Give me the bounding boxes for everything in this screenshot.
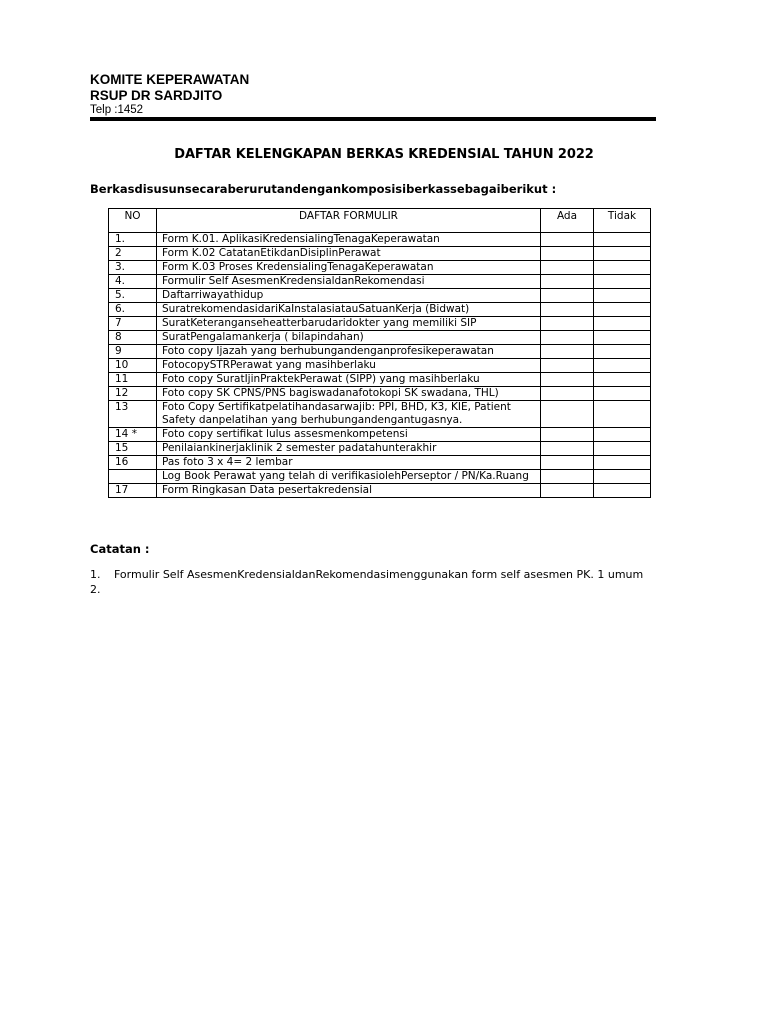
row-form-name: Pas foto 3 x 4= 2 lembar	[157, 456, 541, 470]
row-ada-cell[interactable]	[541, 470, 594, 484]
row-number: 6.	[109, 303, 157, 317]
note-number: 2.	[90, 583, 101, 596]
row-form-name: SuratPengalamankerja ( bilapindahan)	[157, 331, 541, 345]
row-form-name: Formulir Self AsesmenKredensialdanRekomendasi	[157, 275, 541, 289]
row-form-name: Foto copy Ijazah yang berhubungandenganprofesikeperawatan	[157, 345, 541, 359]
row-tidak-cell[interactable]	[594, 484, 651, 498]
row-form-name: Daftarriwayathidup	[157, 289, 541, 303]
row-tidak-cell[interactable]	[594, 261, 651, 275]
phone-number: Telp :1452	[90, 104, 144, 116]
row-tidak-cell[interactable]	[594, 456, 651, 470]
row-ada-cell[interactable]	[541, 233, 594, 247]
row-ada-cell[interactable]	[541, 331, 594, 345]
note-number: 1.	[90, 568, 101, 581]
row-tidak-cell[interactable]	[594, 303, 651, 317]
row-form-name: Form K.02 CatatanEtikdanDisiplinPerawat	[157, 247, 541, 261]
row-form-name: Foto copy SuratIjinPraktekPerawat (SIPP) yang masihberlaku	[157, 373, 541, 387]
notes-title: Catatan :	[90, 542, 150, 556]
row-tidak-cell[interactable]	[594, 233, 651, 247]
document-title: DAFTAR KELENGKAPAN BERKAS KREDENSIAL TAHUN 2022	[174, 147, 594, 162]
row-form-name: Foto copy sertifikat lulus assesmenkompetensi	[157, 428, 541, 442]
table-row	[109, 233, 651, 247]
row-number: 9	[109, 345, 157, 359]
header-form: DAFTAR FORMULIR	[157, 209, 541, 233]
row-number: 4.	[109, 275, 157, 289]
row-number: 12	[109, 387, 157, 401]
table-row	[109, 275, 651, 289]
row-form-name: Form Ringkasan Data pesertakredensial	[157, 484, 541, 498]
row-tidak-cell[interactable]	[594, 373, 651, 387]
intro-text: Berkasdisusunsecaraberurutandengankomposisiberkassebagaiberikut :	[90, 182, 557, 196]
row-form-name: FotocopySTRPerawat yang masihberlaku	[157, 359, 541, 373]
table-row	[109, 387, 651, 401]
row-number: 8	[109, 331, 157, 345]
row-ada-cell[interactable]	[541, 387, 594, 401]
row-number: 11	[109, 373, 157, 387]
row-number: 2	[109, 247, 157, 261]
row-form-name: Foto copy SK CPNS/PNS bagiswadanafotokopi SK swadana, THL)	[157, 387, 541, 401]
row-tidak-cell[interactable]	[594, 428, 651, 442]
row-tidak-cell[interactable]	[594, 442, 651, 456]
row-form-name: Form K.03 Proses KredensialingTenagaKeperawatan	[157, 261, 541, 275]
table-row	[109, 428, 651, 442]
row-number: 10	[109, 359, 157, 373]
header-no: NO	[109, 209, 157, 233]
row-number: 17	[109, 484, 157, 498]
row-tidak-cell[interactable]	[594, 359, 651, 373]
row-number: 7	[109, 317, 157, 331]
table-row	[109, 317, 651, 331]
row-ada-cell[interactable]	[541, 317, 594, 331]
row-tidak-cell[interactable]	[594, 470, 651, 484]
checklist-table	[108, 208, 651, 498]
table-row	[109, 470, 651, 484]
row-ada-cell[interactable]	[541, 373, 594, 387]
row-ada-cell[interactable]	[541, 289, 594, 303]
row-ada-cell[interactable]	[541, 247, 594, 261]
row-number: 1.	[109, 233, 157, 247]
header-ada: Ada	[541, 209, 594, 233]
table-row	[109, 261, 651, 275]
organization-name: KOMITE KEPERAWATAN	[90, 72, 250, 87]
row-ada-cell[interactable]	[541, 359, 594, 373]
table-row	[109, 331, 651, 345]
table-row	[109, 484, 651, 498]
row-form-name: Foto Copy Sertifikatpelatihandasarwajib: PPI, BHD, K3, KIE, Patient Safety danpelatihan yang berhubungandengantugasnya.	[157, 401, 541, 428]
row-form-name: Form K.01. AplikasiKredensialingTenagaKeperawatan	[157, 233, 541, 247]
table-row	[109, 442, 651, 456]
row-ada-cell[interactable]	[541, 428, 594, 442]
row-form-name: SuratrekomendasidariKaInstalasiatauSatuanKerja (Bidwat)	[157, 303, 541, 317]
row-number: 16	[109, 456, 157, 470]
row-tidak-cell[interactable]	[594, 345, 651, 359]
row-ada-cell[interactable]	[541, 442, 594, 456]
row-number: 13	[109, 401, 157, 428]
row-tidak-cell[interactable]	[594, 387, 651, 401]
header-divider	[90, 117, 656, 121]
row-number: 5.	[109, 289, 157, 303]
row-number: 3.	[109, 261, 157, 275]
row-ada-cell[interactable]	[541, 484, 594, 498]
row-ada-cell[interactable]	[541, 275, 594, 289]
table-row	[109, 247, 651, 261]
note-item	[90, 583, 114, 596]
row-number: 14 *	[109, 428, 157, 442]
table-row	[109, 373, 651, 387]
row-tidak-cell[interactable]	[594, 317, 651, 331]
row-form-name: Log Book Perawat yang telah di verifikasiolehPerseptor / PN/Ka.Ruang	[157, 470, 541, 484]
row-tidak-cell[interactable]	[594, 331, 651, 345]
table-header-row	[109, 209, 651, 233]
table-row	[109, 289, 651, 303]
hospital-name: RSUP DR SARDJITO	[90, 88, 223, 103]
note-text: Formulir Self AsesmenKredensialdanRekomendasimenggunakan form self asesmen PK. 1 umum	[114, 568, 644, 581]
row-tidak-cell[interactable]	[594, 401, 651, 428]
table-row	[109, 303, 651, 317]
table-row	[109, 345, 651, 359]
table-row	[109, 456, 651, 470]
table-row	[109, 401, 651, 428]
row-form-name: Penilaiankinerjaklinik 2 semester padatahunterakhir	[157, 442, 541, 456]
row-ada-cell[interactable]	[541, 303, 594, 317]
row-tidak-cell[interactable]	[594, 247, 651, 261]
row-ada-cell[interactable]	[541, 456, 594, 470]
row-ada-cell[interactable]	[541, 261, 594, 275]
row-form-name: SuratKeteranganseheatterbarudaridokter yang memiliki SIP	[157, 317, 541, 331]
note-item	[90, 568, 643, 581]
row-tidak-cell[interactable]	[594, 289, 651, 303]
table-row	[109, 359, 651, 373]
header-tidak: Tidak	[594, 209, 651, 233]
row-ada-cell[interactable]	[541, 345, 594, 359]
row-ada-cell[interactable]	[541, 401, 594, 428]
row-tidak-cell[interactable]	[594, 275, 651, 289]
row-number: 15	[109, 442, 157, 456]
row-number	[109, 470, 157, 484]
